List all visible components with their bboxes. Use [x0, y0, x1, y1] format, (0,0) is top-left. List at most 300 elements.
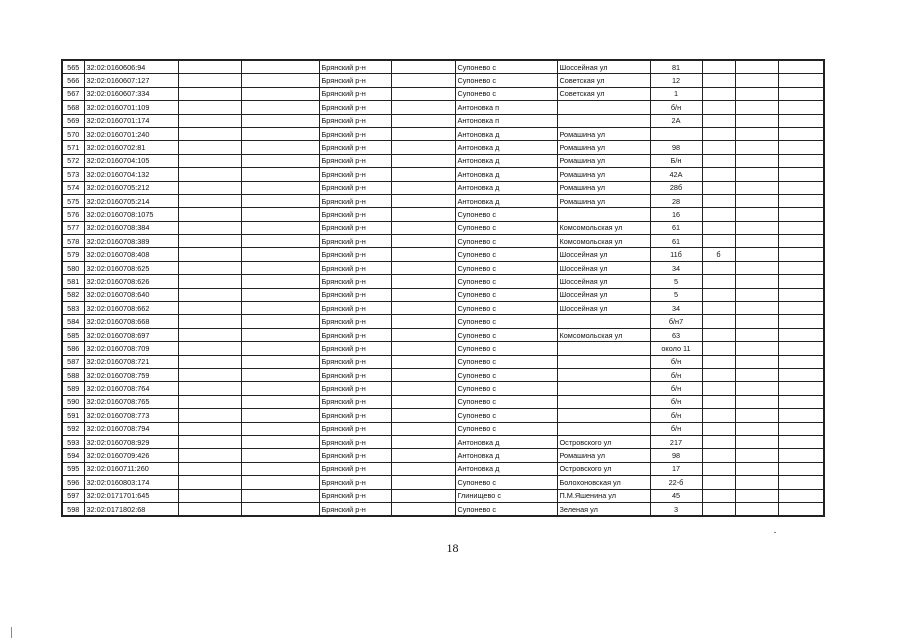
row-number: 580 — [62, 261, 84, 274]
cadastral-number: 32:02:0160708:709 — [84, 342, 178, 355]
house-number: 16 — [650, 208, 702, 221]
row-number: 578 — [62, 235, 84, 248]
blank-cell — [778, 476, 824, 489]
cadastral-number: 32:02:0160709:426 — [84, 449, 178, 462]
blank-cell — [178, 101, 241, 114]
cadastral-number: 32:02:0160708:668 — [84, 315, 178, 328]
blank-cell — [778, 168, 824, 181]
table-row — [62, 248, 824, 261]
district-name: Брянский р-н — [319, 141, 391, 154]
row-number: 566 — [62, 74, 84, 87]
cadastral-number: 32:02:0160803:174 — [84, 476, 178, 489]
cadastral-number: 32:02:0160708:625 — [84, 261, 178, 274]
blank-cell — [735, 315, 778, 328]
street-name: Комсомольская ул — [557, 235, 650, 248]
cadastral-number: 32:02:0171701:645 — [84, 489, 178, 502]
extra-value — [702, 422, 735, 435]
district-name: Брянский р-н — [319, 248, 391, 261]
blank-cell — [778, 355, 824, 368]
blank-cell — [241, 502, 319, 516]
blank-cell — [241, 342, 319, 355]
blank-cell — [735, 342, 778, 355]
settlement-name: Супонево с — [455, 342, 557, 355]
settlement-name: Антоновка д — [455, 449, 557, 462]
blank-cell — [778, 87, 824, 100]
extra-value — [702, 194, 735, 207]
extra-value — [702, 74, 735, 87]
blank-cell — [178, 181, 241, 194]
blank-cell — [391, 101, 455, 114]
blank-cell — [391, 502, 455, 516]
cadastral-number: 32:02:0160708:765 — [84, 395, 178, 408]
margin-mark — [774, 532, 776, 533]
blank-cell — [735, 302, 778, 315]
street-name: Комсомольская ул — [557, 221, 650, 234]
row-number: 565 — [62, 60, 84, 74]
blank-cell — [241, 302, 319, 315]
street-name — [557, 395, 650, 408]
blank-cell — [735, 355, 778, 368]
row-number: 581 — [62, 275, 84, 288]
extra-value — [702, 449, 735, 462]
blank-cell — [735, 489, 778, 502]
table-row — [62, 60, 824, 74]
district-name: Брянский р-н — [319, 127, 391, 140]
house-number: 12 — [650, 74, 702, 87]
blank-cell — [778, 248, 824, 261]
blank-cell — [778, 74, 824, 87]
district-name: Брянский р-н — [319, 275, 391, 288]
house-number: 34 — [650, 302, 702, 315]
extra-value — [702, 302, 735, 315]
table-row — [62, 275, 824, 288]
blank-cell — [178, 288, 241, 301]
settlement-name: Супонево с — [455, 74, 557, 87]
street-name — [557, 101, 650, 114]
cadastral-number: 32:02:0160711:260 — [84, 462, 178, 475]
blank-cell — [778, 60, 824, 74]
blank-cell — [178, 382, 241, 395]
table-row — [62, 395, 824, 408]
house-number: 22-б — [650, 476, 702, 489]
settlement-name: Супонево с — [455, 395, 557, 408]
street-name — [557, 409, 650, 422]
extra-value — [702, 101, 735, 114]
settlement-name: Антоновка п — [455, 114, 557, 127]
blank-cell — [391, 355, 455, 368]
cadastral-number: 32:02:0160705:212 — [84, 181, 178, 194]
blank-cell — [391, 288, 455, 301]
street-name: Ромашина ул — [557, 168, 650, 181]
blank-cell — [778, 127, 824, 140]
district-name: Брянский р-н — [319, 114, 391, 127]
table-body — [62, 60, 824, 516]
row-number: 589 — [62, 382, 84, 395]
blank-cell — [778, 449, 824, 462]
district-name: Брянский р-н — [319, 261, 391, 274]
table-row — [62, 342, 824, 355]
blank-cell — [735, 275, 778, 288]
house-number: 2А — [650, 114, 702, 127]
settlement-name: Супонево с — [455, 60, 557, 74]
settlement-name: Антоновка д — [455, 181, 557, 194]
blank-cell — [778, 368, 824, 381]
district-name: Брянский р-н — [319, 489, 391, 502]
blank-cell — [178, 462, 241, 475]
table-row — [62, 382, 824, 395]
cadastral-number: 32:02:0160708:626 — [84, 275, 178, 288]
street-name: Ромашина ул — [557, 154, 650, 167]
extra-value — [702, 476, 735, 489]
district-name: Брянский р-н — [319, 422, 391, 435]
blank-cell — [391, 368, 455, 381]
blank-cell — [778, 275, 824, 288]
house-number: 98 — [650, 449, 702, 462]
blank-cell — [735, 114, 778, 127]
settlement-name: Супонево с — [455, 409, 557, 422]
blank-cell — [735, 435, 778, 448]
house-number: 1 — [650, 87, 702, 100]
cadastral-number: 32:02:0160708:721 — [84, 355, 178, 368]
table-row — [62, 168, 824, 181]
district-name: Брянский р-н — [319, 168, 391, 181]
district-name: Брянский р-н — [319, 181, 391, 194]
settlement-name: Супонево с — [455, 328, 557, 341]
table-row — [62, 462, 824, 475]
blank-cell — [391, 168, 455, 181]
street-name: Ромашина ул — [557, 194, 650, 207]
street-name: Островского ул — [557, 435, 650, 448]
extra-value — [702, 342, 735, 355]
extra-value — [702, 154, 735, 167]
table-row — [62, 74, 824, 87]
district-name: Брянский р-н — [319, 395, 391, 408]
blank-cell — [178, 221, 241, 234]
row-number: 573 — [62, 168, 84, 181]
row-number: 590 — [62, 395, 84, 408]
blank-cell — [391, 422, 455, 435]
settlement-name: Супонево с — [455, 302, 557, 315]
table-row — [62, 502, 824, 516]
cadastral-number: 32:02:0160708:773 — [84, 409, 178, 422]
house-number: 63 — [650, 328, 702, 341]
blank-cell — [735, 502, 778, 516]
table-row — [62, 261, 824, 274]
blank-cell — [178, 435, 241, 448]
blank-cell — [735, 154, 778, 167]
district-name: Брянский р-н — [319, 382, 391, 395]
blank-cell — [241, 422, 319, 435]
extra-value — [702, 114, 735, 127]
blank-cell — [735, 476, 778, 489]
extra-value — [702, 208, 735, 221]
blank-cell — [178, 368, 241, 381]
cadastral-number: 32:02:0160708:640 — [84, 288, 178, 301]
extra-value — [702, 168, 735, 181]
house-number: 28б — [650, 181, 702, 194]
blank-cell — [391, 154, 455, 167]
settlement-name: Антоновка д — [455, 154, 557, 167]
street-name — [557, 382, 650, 395]
street-name: Шоссейная ул — [557, 261, 650, 274]
blank-cell — [391, 449, 455, 462]
blank-cell — [391, 141, 455, 154]
blank-cell — [178, 409, 241, 422]
settlement-name: Супонево с — [455, 248, 557, 261]
street-name — [557, 342, 650, 355]
settlement-name: Супонево с — [455, 422, 557, 435]
blank-cell — [178, 395, 241, 408]
blank-cell — [241, 435, 319, 448]
row-number: 572 — [62, 154, 84, 167]
extra-value — [702, 395, 735, 408]
extra-value — [702, 221, 735, 234]
blank-cell — [241, 355, 319, 368]
cadastral-number: 32:02:0160708:1075 — [84, 208, 178, 221]
house-number: 3 — [650, 502, 702, 516]
table-row — [62, 422, 824, 435]
table-row — [62, 288, 824, 301]
street-name: Ромашина ул — [557, 141, 650, 154]
blank-cell — [735, 368, 778, 381]
house-number: 98 — [650, 141, 702, 154]
row-number: 577 — [62, 221, 84, 234]
blank-cell — [241, 74, 319, 87]
blank-cell — [391, 462, 455, 475]
blank-cell — [778, 221, 824, 234]
extra-value — [702, 141, 735, 154]
blank-cell — [391, 382, 455, 395]
cadastral-number: 32:02:0160708:662 — [84, 302, 178, 315]
settlement-name: Супонево с — [455, 208, 557, 221]
extra-value — [702, 235, 735, 248]
house-number: б/н7 — [650, 315, 702, 328]
settlement-name: Супонево с — [455, 221, 557, 234]
blank-cell — [241, 315, 319, 328]
cadastral-number: 32:02:0160701:174 — [84, 114, 178, 127]
blank-cell — [735, 261, 778, 274]
extra-value — [702, 409, 735, 422]
blank-cell — [778, 342, 824, 355]
blank-cell — [391, 302, 455, 315]
district-name: Брянский р-н — [319, 342, 391, 355]
blank-cell — [778, 395, 824, 408]
row-number: 598 — [62, 502, 84, 516]
blank-cell — [778, 194, 824, 207]
extra-value — [702, 127, 735, 140]
settlement-name: Супонево с — [455, 288, 557, 301]
district-name: Брянский р-н — [319, 208, 391, 221]
district-name: Брянский р-н — [319, 235, 391, 248]
extra-value — [702, 435, 735, 448]
row-number: 593 — [62, 435, 84, 448]
table-row — [62, 328, 824, 341]
blank-cell — [241, 275, 319, 288]
blank-cell — [735, 462, 778, 475]
street-name — [557, 208, 650, 221]
blank-cell — [735, 181, 778, 194]
district-name: Брянский р-н — [319, 87, 391, 100]
row-number: 597 — [62, 489, 84, 502]
blank-cell — [241, 127, 319, 140]
settlement-name: Супонево с — [455, 368, 557, 381]
blank-cell — [241, 194, 319, 207]
blank-cell — [391, 208, 455, 221]
blank-cell — [391, 275, 455, 288]
cadastral-number: 32:02:0160607:127 — [84, 74, 178, 87]
blank-cell — [778, 328, 824, 341]
district-name: Брянский р-н — [319, 355, 391, 368]
blank-cell — [735, 87, 778, 100]
settlement-name: Антоновка д — [455, 141, 557, 154]
blank-cell — [178, 60, 241, 74]
extra-value — [702, 261, 735, 274]
blank-cell — [178, 154, 241, 167]
house-number: б/н — [650, 368, 702, 381]
cadastral-number: 32:02:0160704:105 — [84, 154, 178, 167]
district-name: Брянский р-н — [319, 302, 391, 315]
cadastral-number: 32:02:0160708:389 — [84, 235, 178, 248]
row-number: 576 — [62, 208, 84, 221]
settlement-name: Антоновка д — [455, 462, 557, 475]
blank-cell — [241, 101, 319, 114]
street-name: Ромашина ул — [557, 127, 650, 140]
house-number: 17 — [650, 462, 702, 475]
blank-cell — [735, 248, 778, 261]
blank-cell — [735, 168, 778, 181]
settlement-name: Антоновка д — [455, 168, 557, 181]
row-number: 588 — [62, 368, 84, 381]
row-number: 586 — [62, 342, 84, 355]
house-number: 42А — [650, 168, 702, 181]
street-name: Шоссейная ул — [557, 275, 650, 288]
cadastral-number: 32:02:0160607:334 — [84, 87, 178, 100]
street-name — [557, 315, 650, 328]
table-row — [62, 181, 824, 194]
street-name: Советская ул — [557, 74, 650, 87]
extra-value — [702, 382, 735, 395]
blank-cell — [778, 502, 824, 516]
house-number: Б/н — [650, 154, 702, 167]
table-row — [62, 449, 824, 462]
extra-value — [702, 288, 735, 301]
blank-cell — [178, 114, 241, 127]
street-name — [557, 422, 650, 435]
blank-cell — [241, 87, 319, 100]
row-number: 579 — [62, 248, 84, 261]
blank-cell — [178, 208, 241, 221]
blank-cell — [735, 409, 778, 422]
table-row — [62, 302, 824, 315]
blank-cell — [241, 328, 319, 341]
settlement-name: Супонево с — [455, 275, 557, 288]
house-number: 217 — [650, 435, 702, 448]
table-row — [62, 87, 824, 100]
district-name: Брянский р-н — [319, 368, 391, 381]
blank-cell — [778, 489, 824, 502]
extra-value — [702, 502, 735, 516]
district-name: Брянский р-н — [319, 328, 391, 341]
settlement-name: Супонево с — [455, 315, 557, 328]
table-row — [62, 141, 824, 154]
table-row — [62, 127, 824, 140]
table-row — [62, 409, 824, 422]
blank-cell — [391, 315, 455, 328]
house-number: 81 — [650, 60, 702, 74]
extra-value — [702, 462, 735, 475]
blank-cell — [391, 60, 455, 74]
cadastral-number: 32:02:0160606:94 — [84, 60, 178, 74]
registry-table — [61, 59, 825, 517]
row-number: 595 — [62, 462, 84, 475]
blank-cell — [241, 489, 319, 502]
blank-cell — [735, 235, 778, 248]
row-number: 575 — [62, 194, 84, 207]
blank-cell — [735, 141, 778, 154]
cadastral-number: 32:02:0160708:384 — [84, 221, 178, 234]
cadastral-number: 32:02:0160701:109 — [84, 101, 178, 114]
blank-cell — [241, 368, 319, 381]
blank-cell — [391, 409, 455, 422]
blank-cell — [178, 127, 241, 140]
blank-cell — [778, 435, 824, 448]
street-name: Шоссейная ул — [557, 248, 650, 261]
settlement-name: Супонево с — [455, 235, 557, 248]
blank-cell — [241, 221, 319, 234]
extra-value — [702, 328, 735, 341]
house-number: б/н — [650, 409, 702, 422]
house-number: 61 — [650, 221, 702, 234]
table-row — [62, 221, 824, 234]
street-name: Шоссейная ул — [557, 288, 650, 301]
street-name: Комсомольская ул — [557, 328, 650, 341]
table-row — [62, 435, 824, 448]
blank-cell — [241, 288, 319, 301]
street-name: П.М.Яшенина ул — [557, 489, 650, 502]
district-name: Брянский р-н — [319, 476, 391, 489]
extra-value — [702, 489, 735, 502]
blank-cell — [241, 154, 319, 167]
district-name: Брянский р-н — [319, 60, 391, 74]
settlement-name: Супонево с — [455, 355, 557, 368]
blank-cell — [178, 248, 241, 261]
extra-value — [702, 355, 735, 368]
extra-value — [702, 181, 735, 194]
cadastral-number: 32:02:0160702:81 — [84, 141, 178, 154]
house-number: 34 — [650, 261, 702, 274]
district-name: Брянский р-н — [319, 502, 391, 516]
table-row — [62, 101, 824, 114]
street-name: Островского ул — [557, 462, 650, 475]
page-number: 18 — [446, 541, 459, 555]
cadastral-number: 32:02:0160708:929 — [84, 435, 178, 448]
blank-cell — [178, 141, 241, 154]
house-number: 61 — [650, 235, 702, 248]
table-row — [62, 489, 824, 502]
blank-cell — [778, 261, 824, 274]
street-name: Ромашина ул — [557, 181, 650, 194]
house-number: б/н — [650, 395, 702, 408]
house-number: б/н — [650, 382, 702, 395]
blank-cell — [178, 261, 241, 274]
blank-cell — [778, 181, 824, 194]
blank-cell — [391, 395, 455, 408]
blank-cell — [178, 422, 241, 435]
blank-cell — [178, 502, 241, 516]
district-name: Брянский р-н — [319, 288, 391, 301]
blank-cell — [391, 87, 455, 100]
settlement-name: Супонево с — [455, 87, 557, 100]
